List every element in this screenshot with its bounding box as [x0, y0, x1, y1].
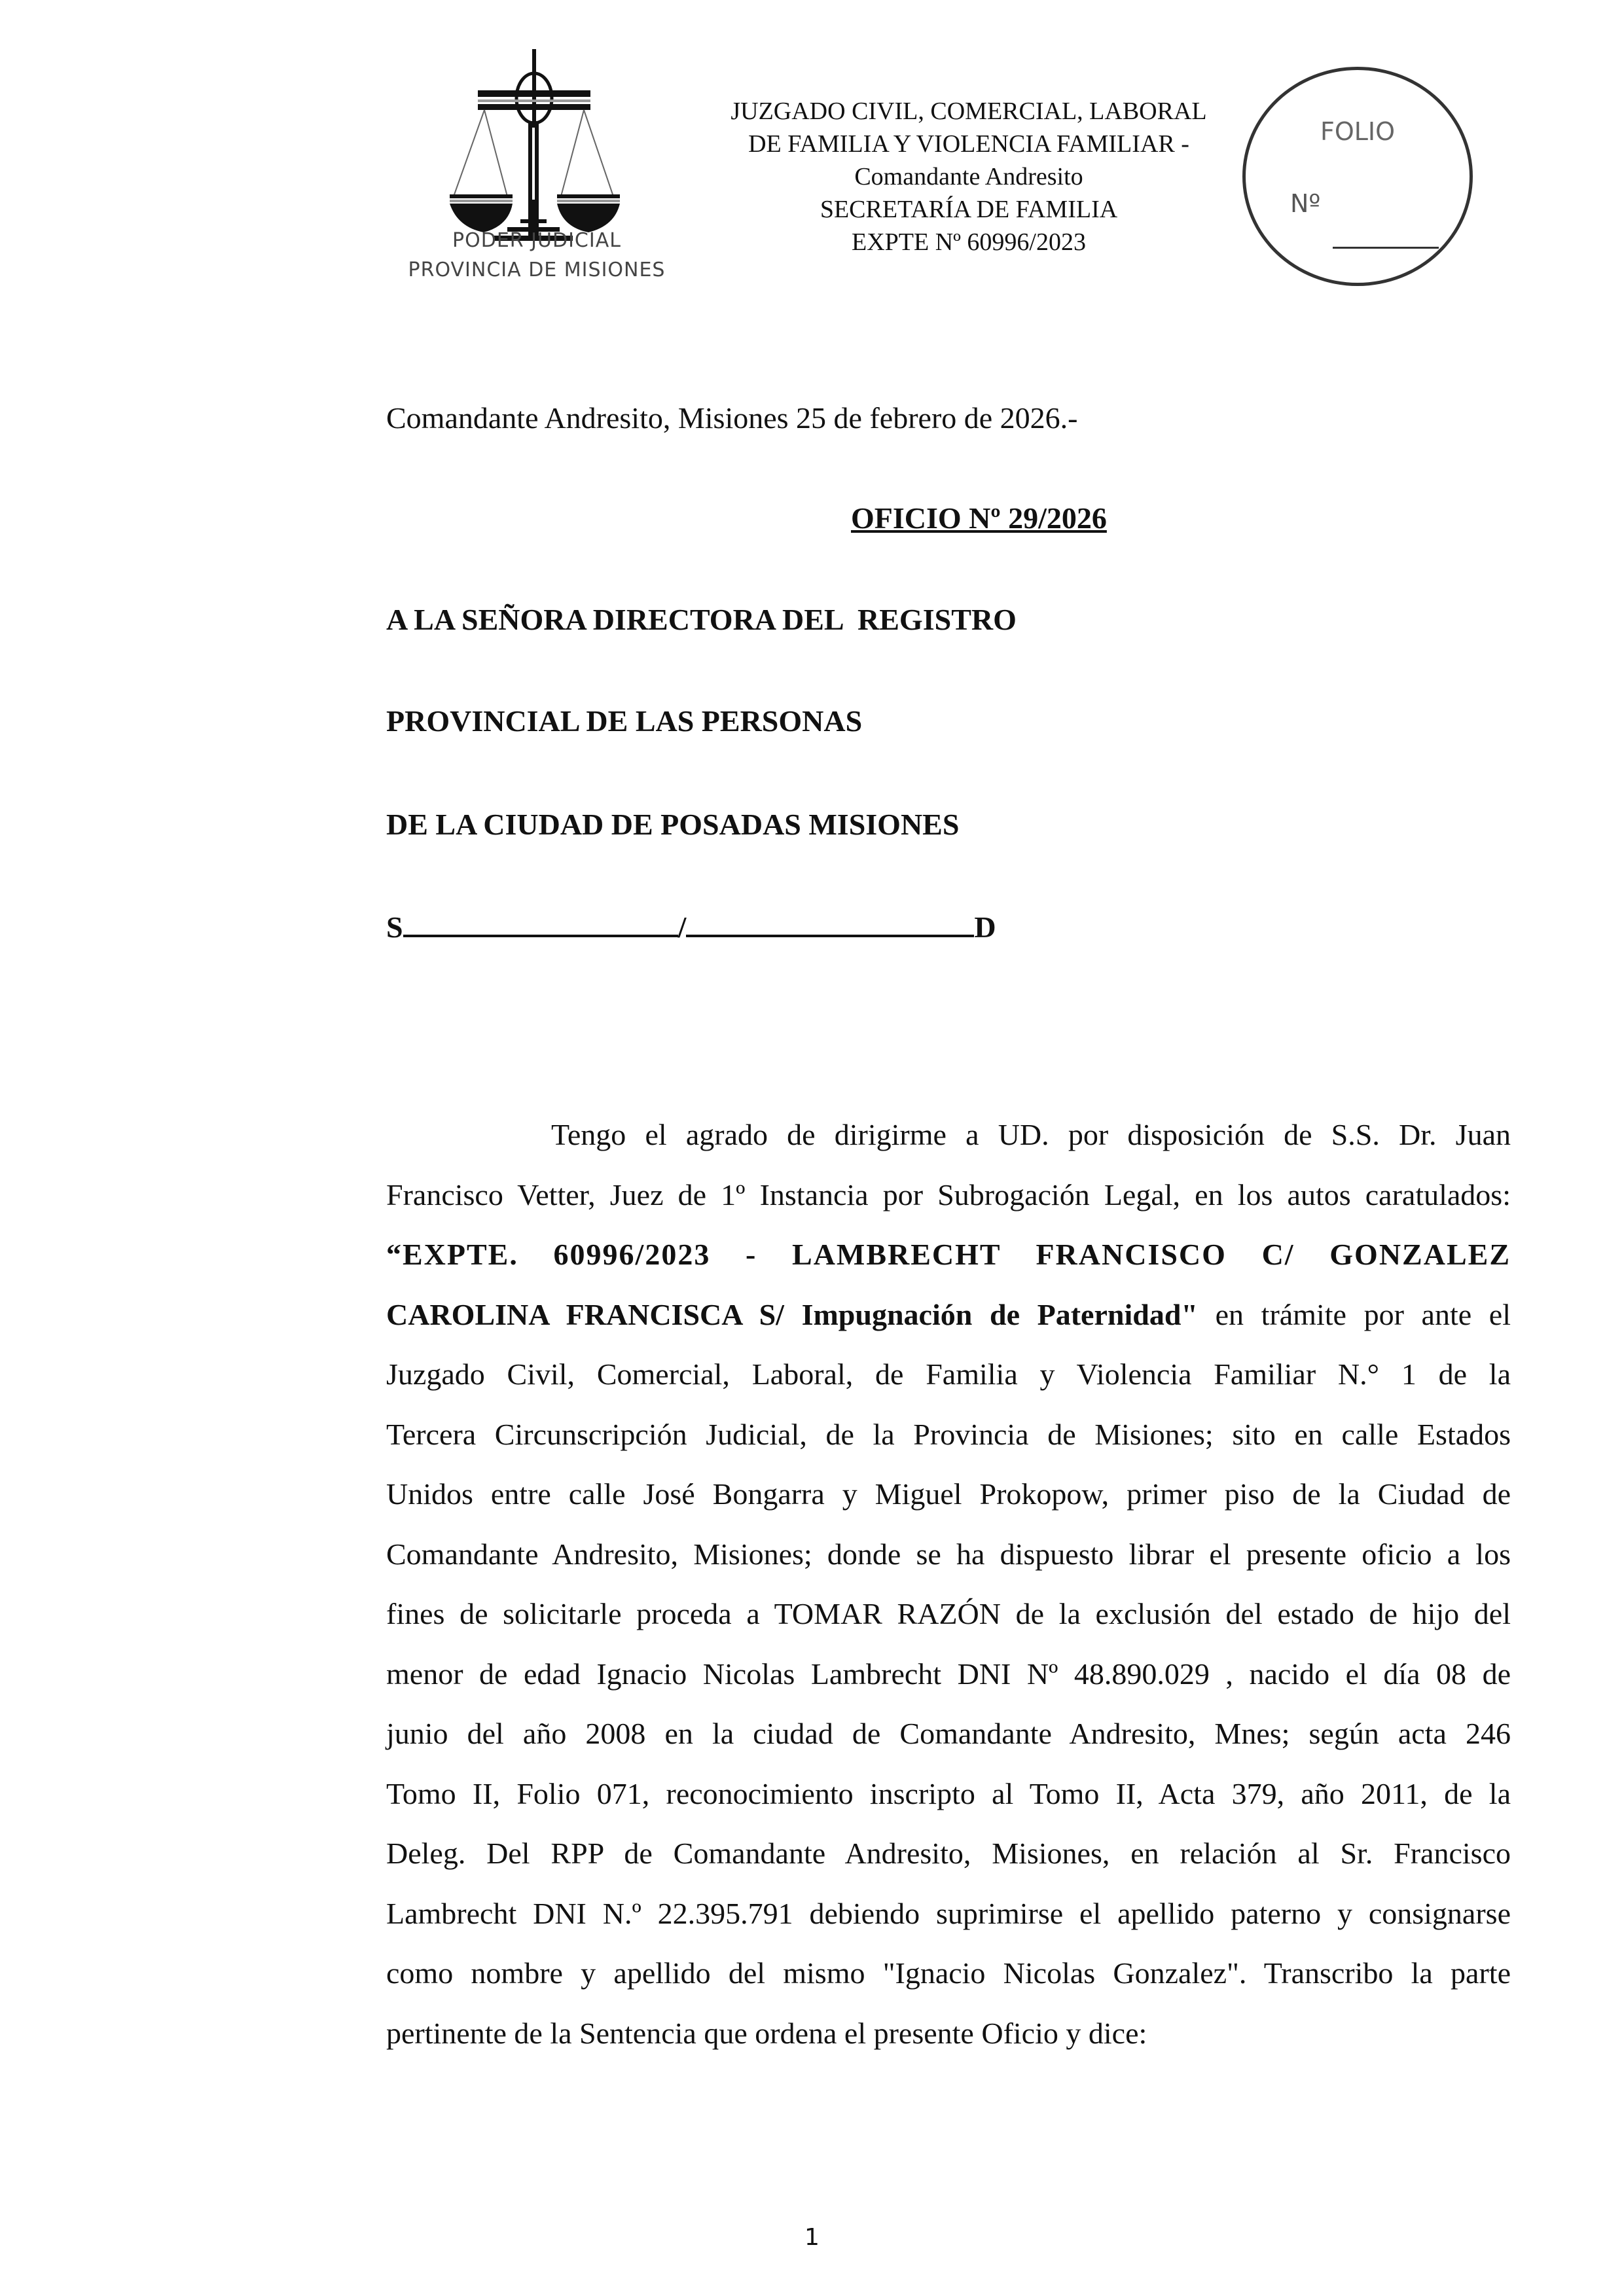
case-title-line	[386, 1285, 1511, 1345]
addressee-line: DE LA CIUDAD DE POSADAS MISIONES	[386, 808, 960, 841]
case-title-bold: CAROLINA FRANCISCA S/ Impugnación de Paternidad"	[386, 1297, 1198, 1331]
poder-judicial-logo	[403, 43, 671, 291]
place-date: Comandante Andresito, Misiones 25 de febrero de 2026.-	[386, 401, 1078, 435]
court-line: Comandante Andresito	[854, 163, 1083, 190]
logo-caption-line1: PODER JUDICIAL	[452, 229, 621, 252]
expediente-number: EXPTE Nº 60996/2023	[852, 228, 1086, 256]
logo-caption-line2: PROVINCIA DE MISIONES	[408, 259, 666, 281]
sd-right: D	[974, 910, 996, 944]
oficio-title: OFICIO Nº 29/2026	[851, 501, 1107, 535]
sd-left: S	[386, 910, 403, 944]
page-number: 1	[804, 2224, 820, 2251]
folio-number-label: Nº	[1290, 189, 1321, 218]
body-line: Tomo II, Folio 071, reconocimiento inscripto al Tomo II, Acta 379, año 2011, de la	[386, 1776, 1511, 1810]
court-header	[681, 95, 1257, 259]
court-line: JUZGADO CIVIL, COMERCIAL, LABORAL	[731, 98, 1207, 125]
body-line: Tercera Circunscripción Judicial, de la Provincia de Misiones; sito en calle Estados	[386, 1417, 1511, 1451]
addressee-line: A LA SEÑORA DIRECTORA DEL REGISTRO	[386, 603, 1017, 636]
body-text: en trámite por ante el	[1197, 1297, 1511, 1331]
body-line: Lambrecht DNI N.º 22.395.791 debiendo suprimirse el apellido paterno y consignarse	[386, 1896, 1511, 1930]
body-line: Tengo el agrado de dirigirme a UD. por disposición de S.S. Dr. Juan	[551, 1118, 1511, 1151]
folio-title: FOLIO	[1320, 117, 1396, 146]
su-despacho-line	[386, 910, 996, 944]
sd-sep: /	[677, 910, 687, 944]
body-paragraph	[386, 1105, 1511, 2063]
body-line: como nombre y apellido del mismo "Ignacio Nicolas Gonzalez". Transcribo la parte	[386, 1956, 1511, 1990]
body-line: Juzgado Civil, Comercial, Laboral, de Familia y Violencia Familiar N.° 1 de la	[386, 1357, 1511, 1391]
body-line: Francisco Vetter, Juez de 1º Instancia por Subrogación Legal, en los autos caratulados:	[386, 1177, 1511, 1211]
body-line: pertinente de la Sentencia que ordena el presente Oficio y dice:	[386, 2016, 1147, 2050]
body-line: Deleg. Del RPP de Comandante Andresito, Misiones, en relación al Sr. Francisco	[386, 1837, 1511, 1870]
case-title-line: “EXPTE. 60996/2023 - LAMBRECHT FRANCISCO C/ GONZALEZ	[386, 1238, 1511, 1271]
sd-blank	[403, 910, 678, 937]
body-line: menor de edad Ignacio Nicolas Lambrecht DNI Nº 48.890.029 , nacido el día 08 de	[386, 1657, 1511, 1691]
scales-of-justice-icon	[403, 43, 671, 239]
addressee-line: PROVINCIAL DE LAS PERSONAS	[386, 704, 863, 738]
body-line: Unidos entre calle José Bongarra y Miguel Prokopow, primer piso de la Ciudad de	[386, 1477, 1511, 1511]
court-line: DE FAMILIA Y VIOLENCIA FAMILIAR -	[748, 130, 1189, 158]
sd-blank	[686, 910, 974, 937]
body-line: Comandante Andresito, Misiones; donde se ha dispuesto librar el presente oficio a los	[386, 1537, 1511, 1571]
court-line: SECRETARÍA DE FAMILIA	[820, 196, 1118, 223]
folio-stamp	[1242, 67, 1473, 286]
body-line: junio del año 2008 en la ciudad de Comandante Andresito, Mnes; según acta 246	[386, 1717, 1511, 1750]
body-line: fines de solicitarle proceda a TOMAR RAZÓN de la exclusión del estado de hijo del	[386, 1597, 1511, 1630]
folio-number-blank	[1333, 247, 1439, 249]
